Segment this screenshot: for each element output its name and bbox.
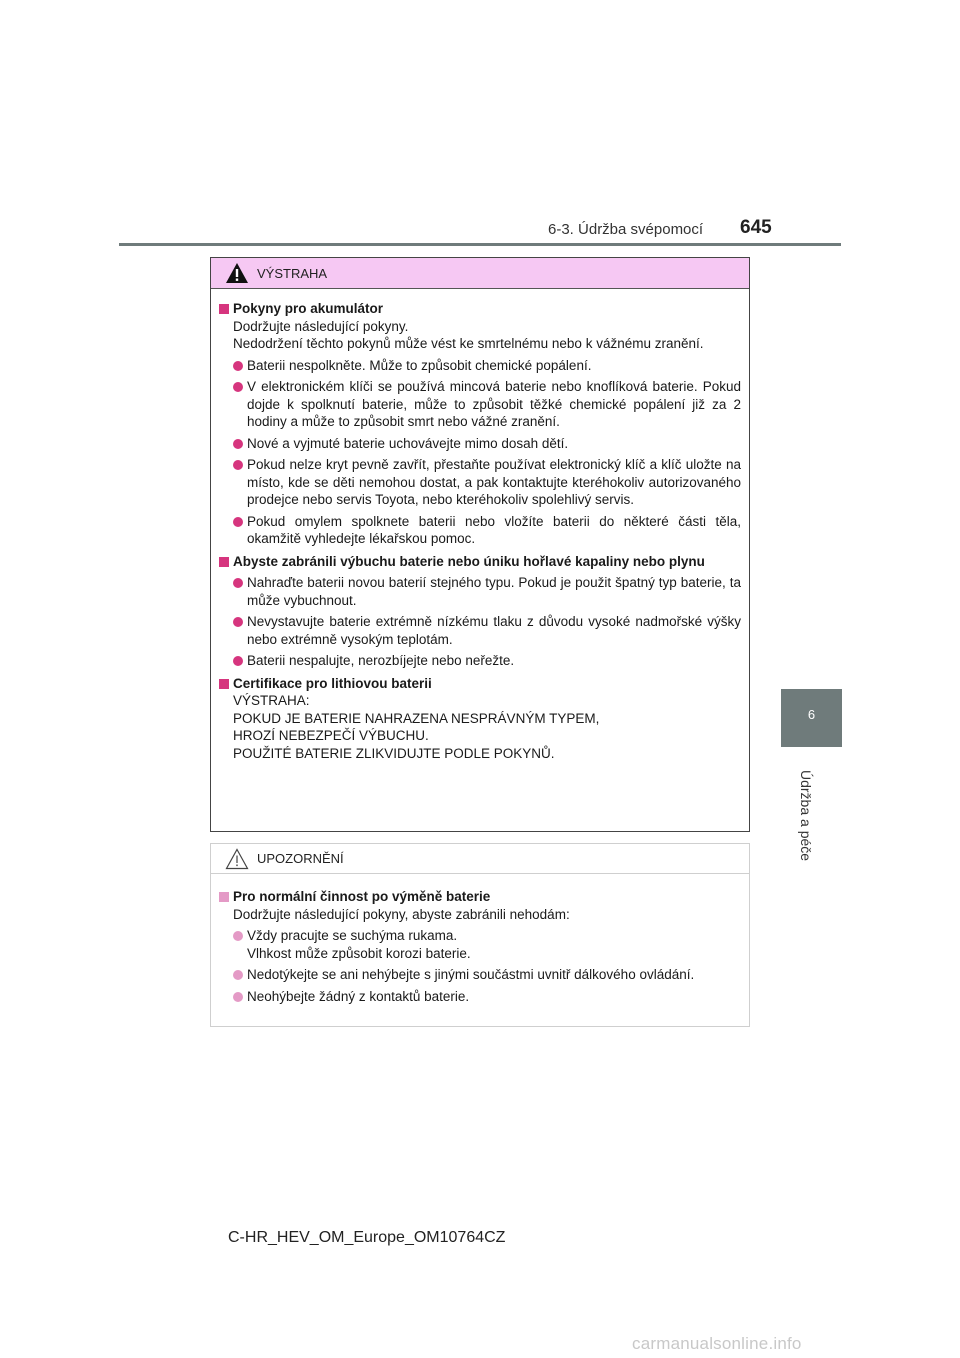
page-number: 645 xyxy=(740,217,772,238)
warning-triangle-icon xyxy=(225,262,249,284)
chapter-label: Údržba a péče xyxy=(798,770,814,862)
notice-title: UPOZORNĚNÍ xyxy=(257,851,344,866)
chapter-tab[interactable] xyxy=(781,689,842,747)
list-item: Nedotýkejte se ani nehýbejte s jinými součástmi uvnitř dálkového ovládání. xyxy=(233,966,741,984)
list-item: Baterii nespolkněte. Může to způsobit chemické popálení. xyxy=(233,357,741,375)
section-heading: Pro normální činnost po výměně baterie xyxy=(219,888,741,906)
notice-box xyxy=(210,843,750,1027)
paragraph: HROZÍ NEBEZPEČÍ VÝBUCHU. xyxy=(233,728,429,743)
warning-box xyxy=(210,257,750,832)
list-item: Nahraďte baterii novou baterií stejného typu. Pokud je použit špatný typ baterie, ta může vybuchnout. xyxy=(233,574,741,609)
notice-header xyxy=(211,844,749,874)
paragraph: VÝSTRAHA: xyxy=(233,693,310,708)
paragraph: Dodržujte následující pokyny. xyxy=(233,318,409,334)
list-item: Nevystavujte baterie extrémně nízkému tlaku z důvodu vysoké nadmořské výšky nebo extrémně vysokým teplotám. xyxy=(233,613,741,648)
list-item: Pokud omylem spolknete baterii nebo vložíte baterii do některé části těla, okamžitě vyhledejte lékařskou pomoc. xyxy=(233,513,741,548)
document-id: C-HR_HEV_OM_Europe_OM10764CZ xyxy=(228,1229,506,1246)
list-item: Neohýbejte žádný z kontaktů baterie. xyxy=(233,988,741,1006)
section-heading: Pokyny pro akumulátor xyxy=(219,300,741,318)
chapter-number: 6 xyxy=(807,707,816,722)
warning-title: VÝSTRAHA xyxy=(257,265,328,281)
warning-header xyxy=(211,258,749,289)
watermark: carmanualsonline.info xyxy=(632,1334,802,1353)
list-item: Pokud nelze kryt pevně zavřít, přestaňte používat elektronický klíč a klíč uložte na místo, kde se děti nemohou dostat, a pak kontaktujte kteréhokoliv autorizovaného prodejce nebo servis Toyota, nebo kteréhokoliv spolehlivý servis. xyxy=(233,456,741,509)
paragraph: POKUD JE BATERIE NAHRAZENA NESPRÁVNÝM TYPEM, xyxy=(233,710,600,726)
section-heading: Abyste zabránili výbuchu baterie nebo úniku hořlavé kapaliny nebo plynu xyxy=(219,553,741,571)
header-rule xyxy=(119,243,841,246)
paragraph: Dodržujte následující pokyny, abyste zabránili nehodám: xyxy=(233,906,570,922)
paragraph: Nedodržení těchto pokynů může vést ke smrtelnému nebo k vážnému zranění. xyxy=(233,336,704,351)
section-heading: Certifikace pro lithiovou baterii xyxy=(219,675,741,693)
paragraph: POUŽITÉ BATERIE ZLIKVIDUJTE PODLE POKYNŮ. xyxy=(233,745,555,761)
list-item: Baterii nespalujte, nerozbíjejte nebo neřežte. xyxy=(233,652,741,670)
caution-triangle-icon xyxy=(225,848,249,870)
list-item: V elektronickém klíči se používá mincová baterie nebo knoflíková baterie. Pokud dojde k spolknutí baterie, může to způsobit těžké chemické popálení již za 2 hodiny a může to způsobit smrt nebo vážné zranění. xyxy=(233,378,741,431)
list-item: Nové a vyjmuté baterie uchovávejte mimo dosah dětí. xyxy=(233,435,741,453)
list-item: Vždy pracujte se suchýma rukama. Vlhkost může způsobit korozi baterie. xyxy=(233,927,741,962)
section-title: 6-3. Údržba svépomocí xyxy=(548,221,704,238)
